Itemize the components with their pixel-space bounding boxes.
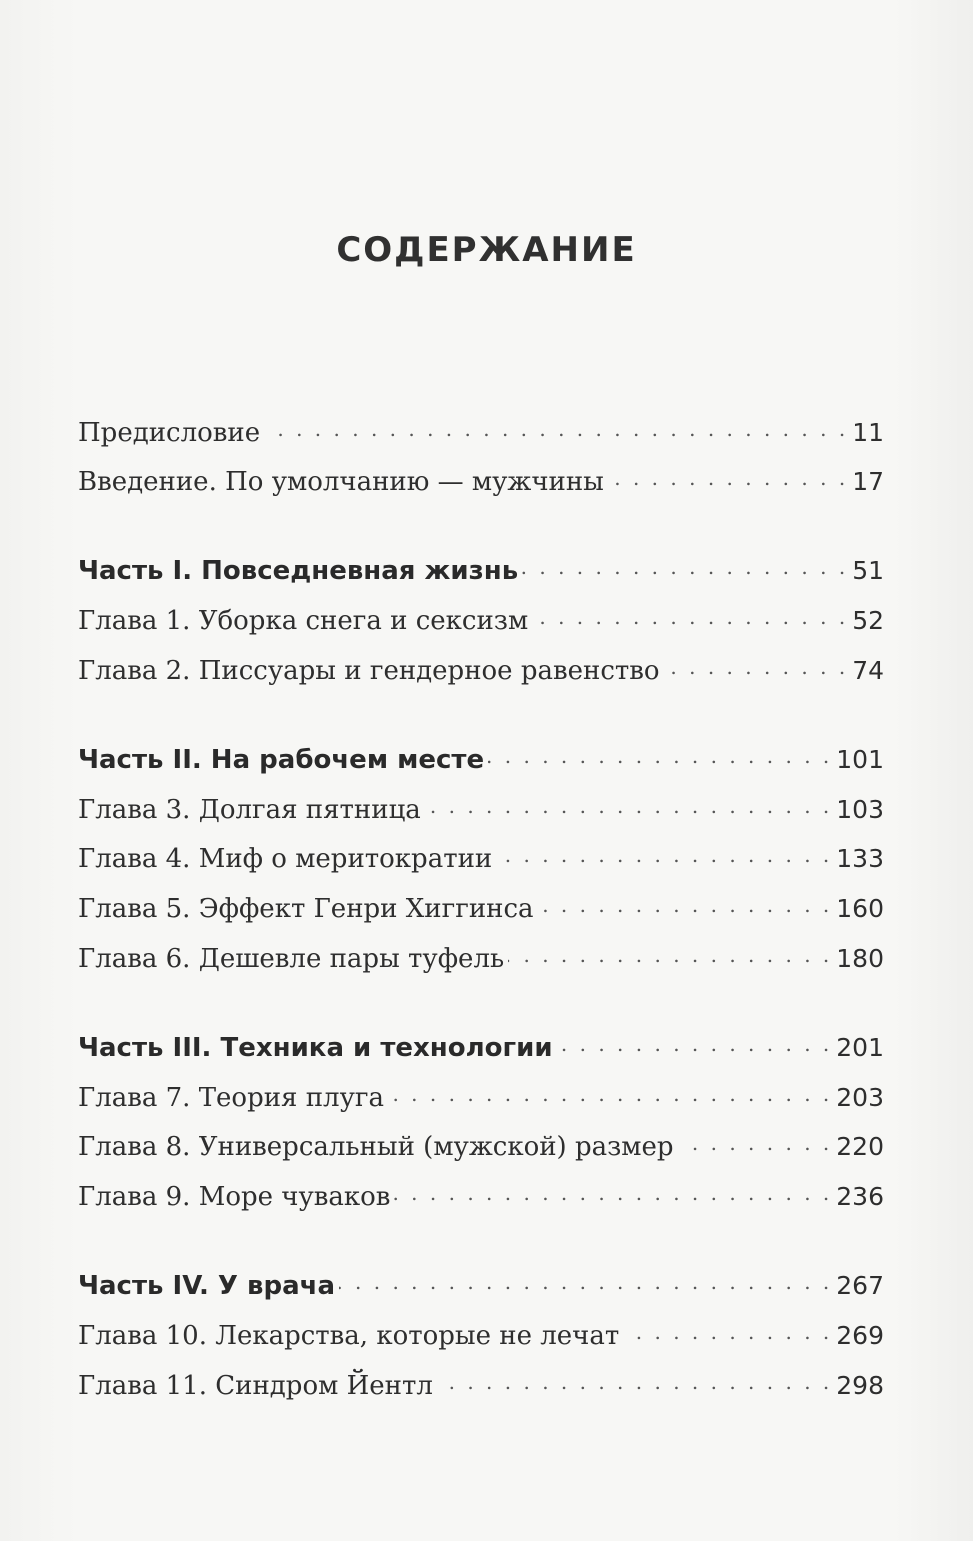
entry-page-number: 180 [836, 944, 884, 973]
entry-title: Глава 9. Море чуваков [78, 1182, 391, 1212]
part-title: Часть I. Повседневная жизнь [78, 556, 519, 586]
dot-leader [339, 1274, 832, 1294]
toc-part-entry [78, 1033, 884, 1073]
dot-leader [557, 1036, 833, 1056]
dot-leader [532, 609, 848, 629]
dot-leader [425, 798, 832, 818]
toc-entry [78, 844, 884, 884]
entry-page-number: 269 [836, 1321, 884, 1350]
toc-entry [78, 1132, 884, 1172]
entry-page-number: 267 [836, 1271, 884, 1300]
toc-entry [78, 944, 884, 984]
toc-entry [78, 1371, 884, 1411]
part-title: Часть II. На рабочем месте [78, 745, 485, 775]
entry-page-number: 52 [852, 606, 884, 635]
entry-title: Глава 3. Долгая пятница [78, 795, 421, 825]
entry-title: Глава 7. Теория плуга [78, 1083, 384, 1113]
entry-title: Глава 6. Дешевле пары туфель [78, 944, 505, 974]
dot-leader [508, 947, 832, 967]
dot-leader [488, 748, 832, 768]
dot-leader [394, 1185, 832, 1205]
toc-entry [78, 418, 884, 458]
dot-leader [538, 897, 833, 917]
toc-entry [78, 795, 884, 835]
dot-leader [664, 659, 849, 679]
toc-part-entry [78, 556, 884, 596]
page-title: СОДЕРЖАНИЕ [336, 230, 637, 270]
dot-leader [388, 1086, 832, 1106]
entry-page-number: 236 [836, 1182, 884, 1211]
toc-entry [78, 467, 884, 507]
toc-entry [78, 1083, 884, 1123]
entry-title: Глава 1. Уборка снега и сексизм [78, 606, 529, 636]
entry-page-number: 201 [836, 1033, 884, 1062]
entry-title: Глава 4. Миф о меритократии [78, 844, 493, 874]
dot-leader [437, 1374, 832, 1394]
entry-title: Предисловие [78, 418, 261, 448]
entry-page-number: 220 [836, 1132, 884, 1161]
entry-page-number: 160 [836, 894, 884, 923]
entry-page-number: 203 [836, 1083, 884, 1112]
entry-title: Глава 8. Универсальный (мужской) размер [78, 1132, 674, 1162]
entry-title: Глава 2. Писсуары и гендерное равенство [78, 656, 660, 686]
entry-page-number: 101 [836, 745, 884, 774]
entry-title: Глава 11. Синдром Йентл [78, 1371, 433, 1401]
entry-page-number: 51 [852, 556, 884, 585]
entry-page-number: 17 [852, 467, 884, 496]
toc-part-entry [78, 1271, 884, 1311]
toc-part-entry [78, 745, 884, 785]
dot-leader [608, 470, 848, 490]
part-title: Часть IV. У врача [78, 1271, 336, 1301]
dot-leader [522, 559, 848, 579]
entry-page-number: 11 [852, 418, 884, 447]
dot-leader [264, 421, 848, 441]
dot-leader [623, 1324, 832, 1344]
toc-entry [78, 656, 884, 696]
entry-page-number: 103 [836, 795, 884, 824]
entry-title: Глава 5. Эффект Генри Хиггинса [78, 894, 534, 924]
toc-entry [78, 894, 884, 934]
part-title: Часть III. Техника и технологии [78, 1033, 553, 1063]
toc-entry [78, 606, 884, 646]
entry-title: Глава 10. Лекарства, которые не лечат [78, 1321, 620, 1351]
entry-page-number: 74 [852, 656, 884, 685]
dot-leader [496, 847, 832, 867]
dot-leader [678, 1135, 833, 1155]
entry-page-number: 133 [836, 844, 884, 873]
toc-entry [78, 1182, 884, 1222]
entry-title: Введение. По умолчанию — мужчины [78, 467, 604, 497]
toc-entry [78, 1321, 884, 1361]
entry-page-number: 298 [836, 1371, 884, 1400]
